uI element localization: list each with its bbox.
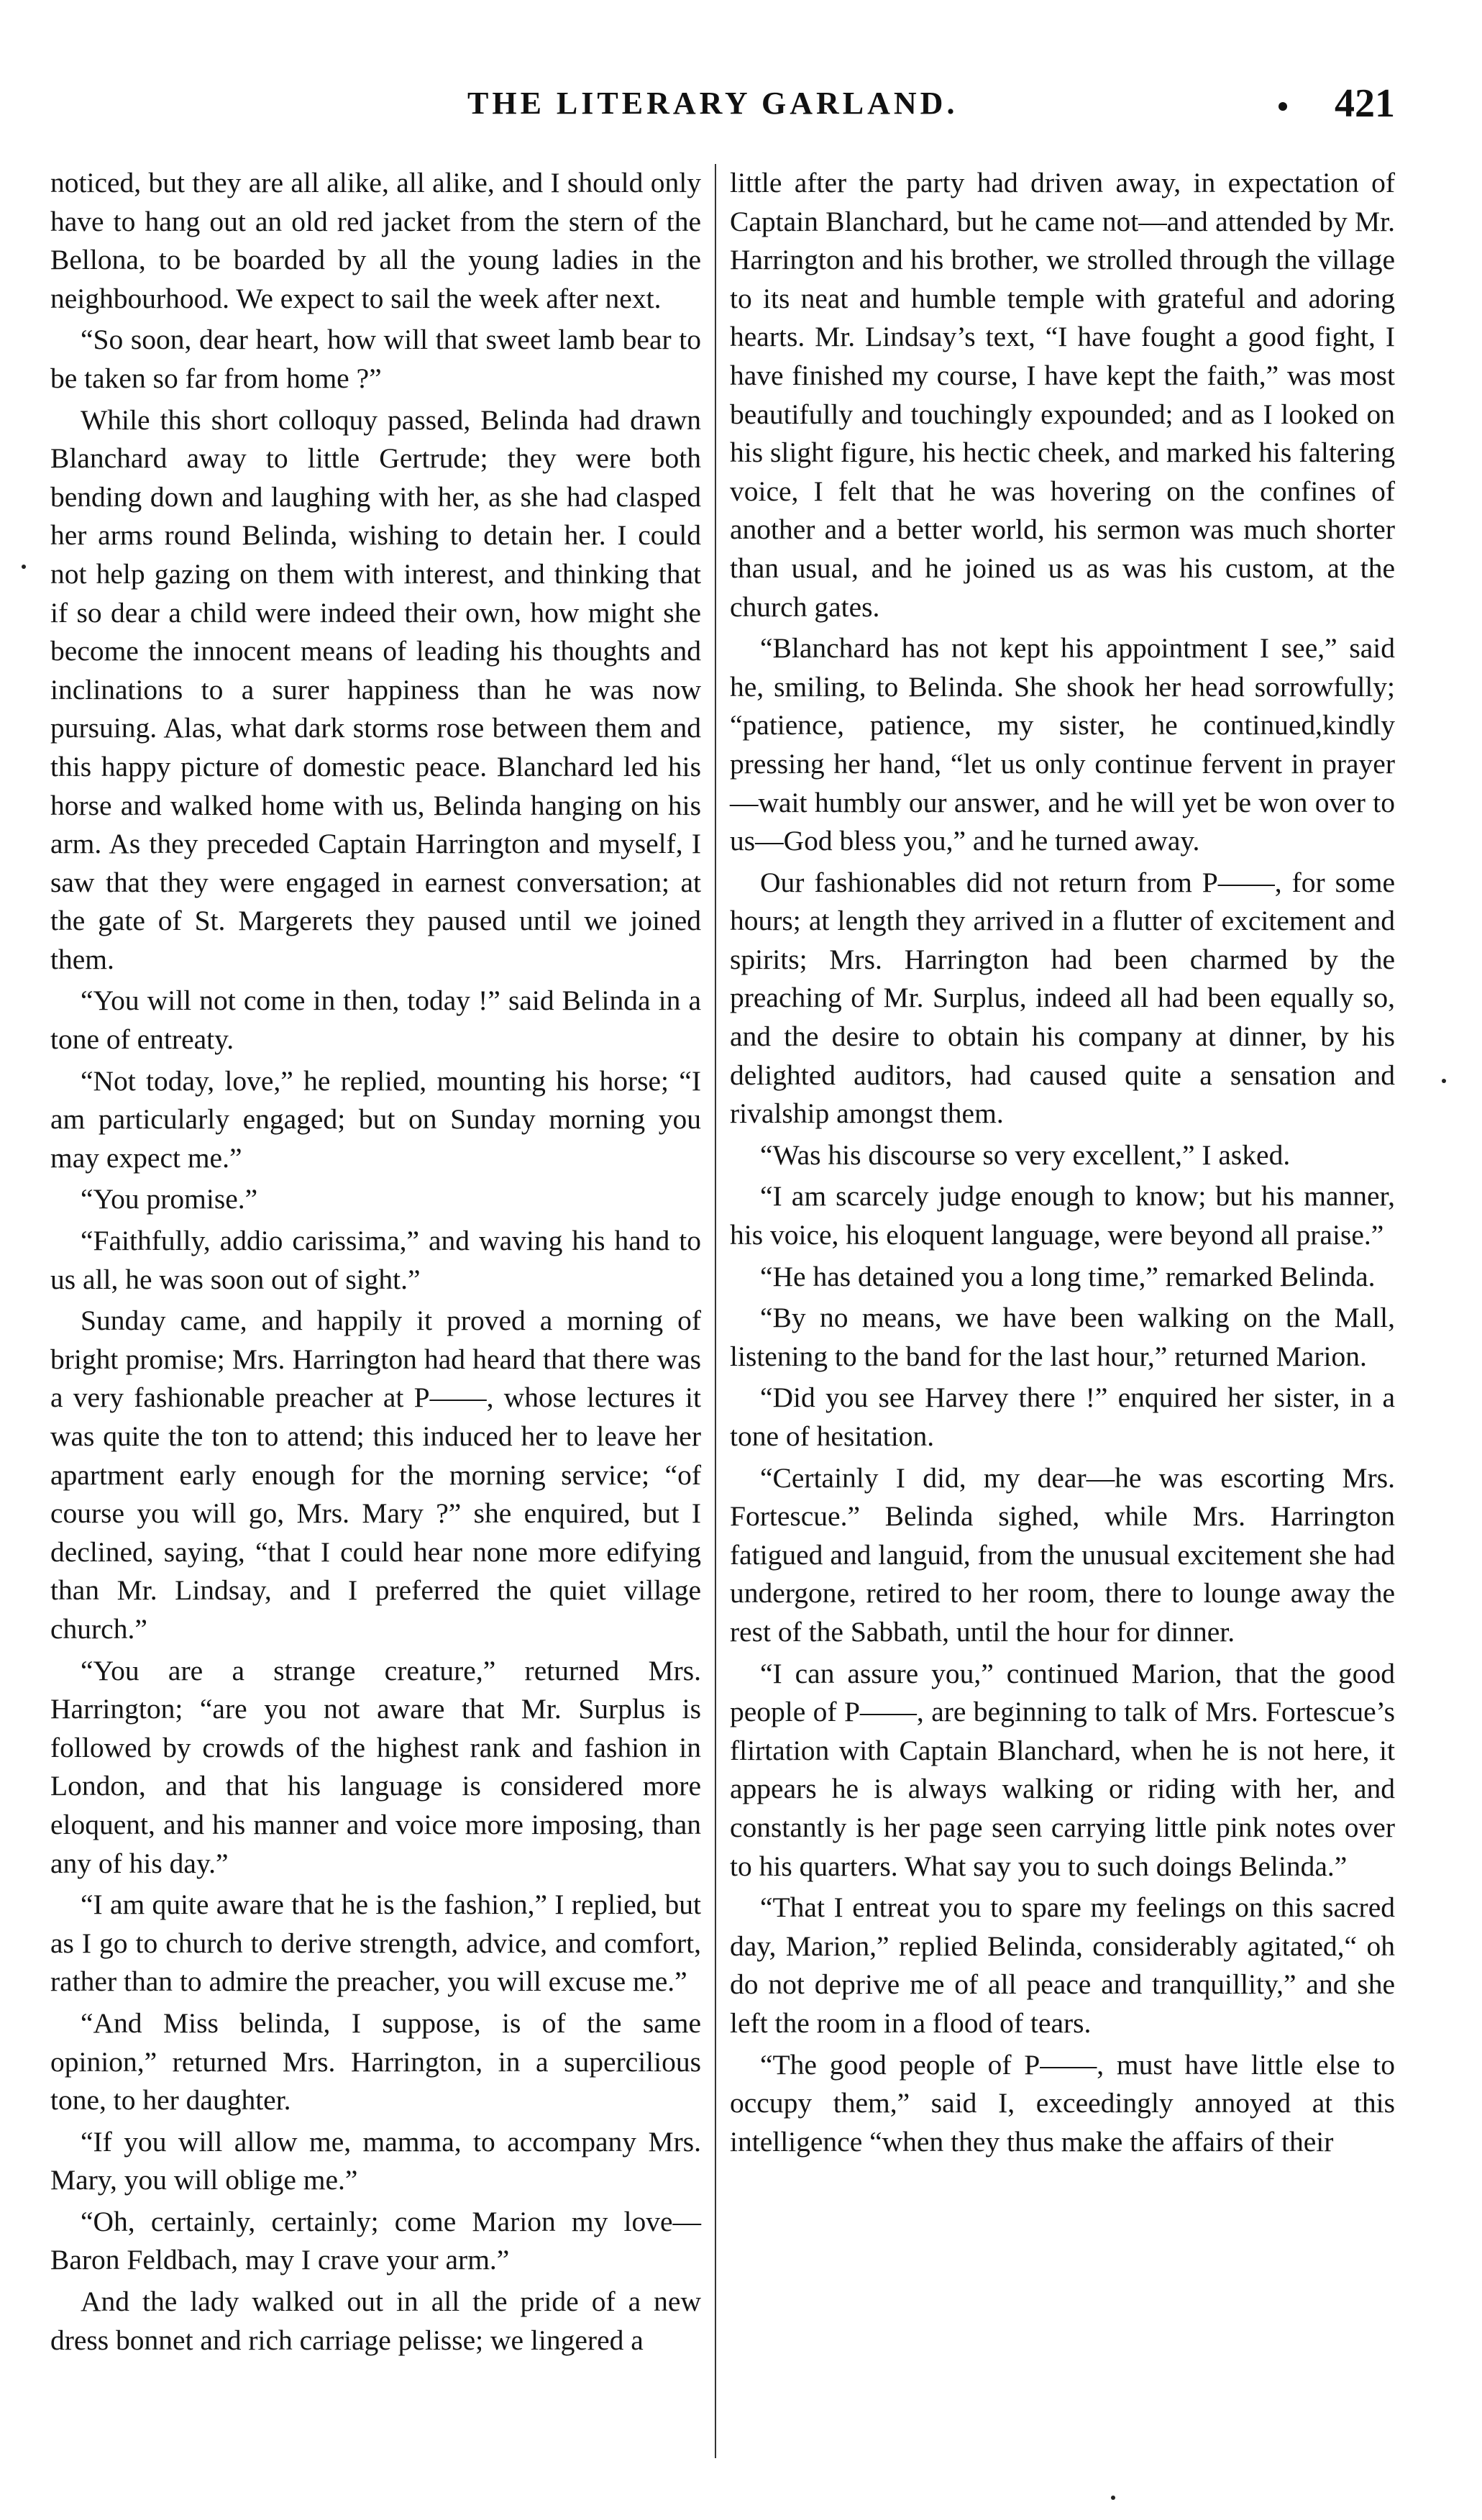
right-column	[730, 164, 1395, 2164]
ink-speck	[1111, 2496, 1115, 2500]
column-divider	[715, 164, 716, 2458]
paragraph: “I am scarcely judge enough to know; but his manner, his voice, his eloquent language, were beyond all praise.”	[730, 1180, 1395, 1251]
paragraph: “Was his discourse so very excellent,” I asked.	[760, 1138, 1291, 1171]
paragraph: “Blanchard has not kept his appointment I see,” said he, smiling, to Belinda. She shook her head sorrowfully; “patience, patience, my sister, he continued,kindly pressing her hand, “let us only continue fervent in prayer—wait humbly our answer, and he will yet be won over to us—God bless you,” and he turned away.	[730, 632, 1395, 857]
paragraph: “Not today, love,” he replied, mounting his horse; “I am particularly engaged; but on Sunday morning you may expect me.”	[50, 1064, 701, 1174]
paragraph: “Certainly I did, my dear—he was escorting Mrs. Fortescue.” Belinda sighed, while Mrs. Harrington fatigued and languid, from the unusual excitement she had undergone, retired to her room, there to lounge away the rest of the Sabbath, until the hour for dinner.	[730, 1461, 1395, 1648]
paragraph: While this short colloquy passed, Belinda had drawn Blanchard away to little Gertrude; they were both bending down and laughing with her, as she had clasped her arms round Belinda, wishing to detain her. I could not help gazing on them with interest, and thinking that if so dear a child were indeed their own, how might she become the innocent means of leading his thoughts and inclinations to a surer happiness than he was now pursuing. Alas, what dark storms rose between them and this happy picture of domestic peace. Blanchard led his horse and walked home with us, Belinda hanging on his arm. As they preceded Captain Harrington and myself, I saw that they were engaged in earnest conversation; at the gate of St. Margerets they paused until we joined them.	[50, 403, 701, 975]
running-title: THE LITERARY GARLAND.	[467, 86, 959, 121]
ink-dot	[1279, 102, 1287, 111]
paragraph: “That I entreat you to spare my feelings on this sacred day, Marion,” replied Belinda, considerably agitated,“ oh do not deprive me of all peace and tranquillity,” and she left the room in a flood of tears.	[730, 1891, 1395, 2039]
paragraph: “If you will allow me, mamma, to accompany Mrs. Mary, you will oblige me.”	[50, 2125, 701, 2196]
paragraph: “You are a strange creature,” returned Mrs. Harrington; “are you not aware that Mr. Surplus is followed by crowds of the highest rank and fashion in London, and that his language is considered more eloquent, and his manner and voice more imposing, than any of his day.”	[50, 1654, 701, 1879]
paragraph: “I can assure you,” continued Marion, that the good people of P——, are beginning to talk of Mrs. Fortescue’s flirtation with Captain Blanchard, when he is not here, it appears he is always walking or riding with her, and constantly is her page seen carrying little pink notes over to his quarters. What say you to such doings Belinda.”	[730, 1657, 1395, 1882]
page-number: 421	[1335, 81, 1395, 126]
paragraph: “Did you see Harvey there !” enquired her sister, in a tone of hesitation.	[730, 1382, 1395, 1452]
paragraph: “Faithfully, addio carissima,” and waving his hand to us all, he was soon out of sight.”	[50, 1225, 701, 1295]
paragraph: And the lady walked out in all the pride of a new dress bonnet and rich carriage pelisse; we lingered a	[50, 2286, 701, 2356]
paragraph: Sunday came, and happily it proved a morning of bright promise; Mrs. Harrington had heard that there was a very fashionable preacher at P——, whose lectures it was quite the ton to attend; this induced her to leave her apartment early enough for the morning service; “of course you will go, Mrs. Mary ?” she enquired, but I declined, saying, “that I could hear none more edifying than Mr. Lindsay, and I preferred the quiet village church.”	[50, 1305, 701, 1645]
paragraph: little after the party had driven away, in expectation of Captain Blanchard, but he came not—and attended by Mr. Harrington and his brother, we strolled through the village to its neat and humble temple with grateful and adoring hearts. Mr. Lindsay’s text, “I have fought a good fight, I have finished my course, I have kept the faith,” was most beautifully and touchingly expounded; and as I looked on his slight figure, his hectic cheek, and marked his faltering voice, I felt that he was hovering on the confines of another and a better world, his sermon was much shorter than usual, and he joined us as was his custom, at the church gates.	[730, 167, 1395, 623]
paragraph: “Oh, certainly, certainly; come Marion my love—Baron Feldbach, may I crave your arm.”	[50, 2205, 701, 2276]
paragraph: “And Miss belinda, I suppose, is of the same opinion,” returned Mrs. Harrington, in a supercilious tone, to her daughter.	[50, 2007, 701, 2117]
paragraph: “By no means, we have been walking on the Mall, listening to the band for the last hour,” returned Marion.	[730, 1302, 1395, 1372]
ink-speck	[22, 565, 26, 569]
paragraph: Our fashionables did not return from P——, for some hours; at length they arrived in a flutter of excitement and spirits; Mrs. Harrington had been charmed by the preaching of Mr. Surplus, indeed all had been equally so, and the desire to obtain his company at dinner, by his delighted auditors, had caused quite a sensation and rivalship amongst them.	[730, 866, 1395, 1130]
paragraph: “You will not come in then, today !” said Belinda in a tone of entreaty.	[50, 985, 701, 1056]
paragraph: “So soon, dear heart, how will that sweet lamb bear to be taken so far from home ?”	[50, 324, 701, 394]
paragraph: “The good people of P——, must have little else to occupy them,” said I, exceedingly annoyed at this intelligence “when they thus make the affairs of their	[730, 2048, 1395, 2158]
paragraph: “He has detained you a long time,” remarked Belinda.	[760, 1260, 1376, 1292]
ink-speck	[1442, 1079, 1446, 1083]
paragraph: noticed, but they are all alike, all alike, and I should only have to hang out an old red jacket from the stern of the Bellona, to be boarded by all the young ladies in the neighbourhood. We expect to sail the week after next.	[50, 167, 701, 314]
paragraph: “You promise.”	[81, 1183, 258, 1215]
left-column	[50, 164, 701, 2362]
page-header	[460, 81, 1395, 142]
paragraph: “I am quite aware that he is the fashion,” I replied, but as I go to church to derive strength, advice, and comfort, rather than to admire the preacher, you will excuse me.”	[50, 1889, 701, 1998]
